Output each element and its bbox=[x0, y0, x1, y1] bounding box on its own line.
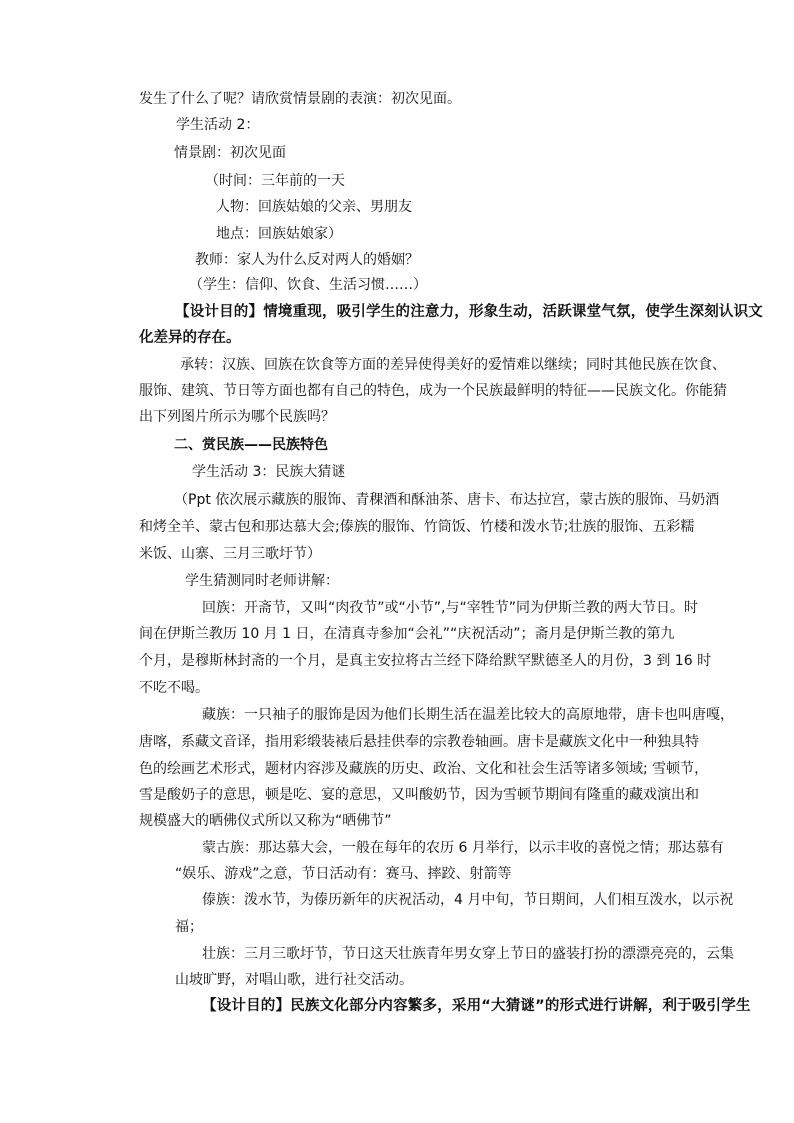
text-line: （学生：信仰、饮食、生活习惯……） bbox=[189, 277, 427, 293]
text-line: 学生活动 3：民族大猜谜 bbox=[192, 464, 346, 480]
text-line: 回族：开斋节，又叫“肉孜节”或“小节”,与“宰牲节”同为伊斯兰教的两大节日。时 bbox=[202, 600, 698, 616]
text-line: 壮族：三月三歌圩节，节日这天壮族青年男女穿上节日的盛装打扮的漂漂亮亮的，云集 bbox=[202, 946, 734, 962]
text-line: 米饭、山寨、三月三歌圩节） bbox=[139, 546, 321, 562]
text-line: 出下列图片所示为哪个民族吗？ bbox=[139, 409, 335, 425]
text-line: 地点：回族姑娘家） bbox=[216, 226, 342, 242]
text-line: 个月，是穆斯林封斋的一个月，是真主安拉将古兰经下降给默罕默德圣人的月份，3 到 16 时 bbox=[139, 653, 712, 669]
text-line: 发生了什么了呢？请欣赏情景剧的表演：初次见面。 bbox=[139, 91, 461, 107]
text-line: 不吃不喝。 bbox=[139, 680, 209, 696]
text-line: 雪是酸奶子的意思，顿是吃、宴的意思，又叫酸奶节，因为雪顿节期间有隆重的藏戏演出和 bbox=[139, 787, 699, 803]
text-line: 傣族：泼水节，为傣历新年的庆祝活动，4 月中旬，节日期间，人们相互泼水，以示祝 bbox=[202, 892, 734, 908]
text-line: 学生活动 2： bbox=[176, 117, 260, 133]
text-line: 承转：汉族、回族在饮食等方面的差异使得美好的爱情难以继续；同时其他民族在饮食、 bbox=[180, 357, 726, 373]
design-purpose-heading: 【设计目的】情境重现，吸引学生的注意力，形象生动，活跃课堂气氛，使学生深刻认识文 bbox=[175, 304, 763, 320]
text-line: 唐喀，系藏文音译，指用彩缎装裱后悬挂供奉的宗教卷轴画。唐卡是藏族文化中一种独具特 bbox=[139, 734, 699, 750]
text-line: 间在伊斯兰教历 10 月 1 日，在清真寺参加“会礼”“庆祝活动”；斋月是伊斯兰教的第九 bbox=[139, 626, 675, 642]
section-heading: 二、赏民族——民族特色 bbox=[174, 437, 328, 453]
text-line: 化差异的存在。 bbox=[139, 330, 241, 346]
text-line: 服饰、建筑、节日等方面也都有自己的特色，成为一个民族最鲜明的特征——民族文化。你能猜 bbox=[139, 383, 727, 399]
text-line: 蒙古族：那达慕大会，一般在每年的农历 6 月举行，以示丰收的喜悦之情；那达慕有 bbox=[202, 840, 724, 856]
text-line: 山坡旷野，对唱山歌，进行社交活动。 bbox=[175, 972, 413, 988]
text-line: 藏族：一只袖子的服饰是因为他们长期生活在温差比较大的高原地带，唐卡也叫唐嘎， bbox=[202, 707, 734, 723]
text-line: （Ppt 依次展示藏族的服饰、青稞酒和酥油茶、唐卡、布达拉宫，蒙古族的服饰、马奶酒 bbox=[174, 492, 720, 508]
text-line: 和烤全羊、蒙古包和那达慕大会;傣族的服饰、竹筒饭、竹楼和泼水节;壮族的服饰、五彩糯 bbox=[139, 519, 695, 535]
text-line: 规模盛大的晒佛仪式所以又称为“晒佛节” bbox=[139, 813, 392, 829]
text-line: 学生猜测同时老师讲解： bbox=[185, 573, 339, 589]
text-line: （时间：三年前的一天 bbox=[205, 173, 345, 189]
text-line: 教师：家人为什么反对两人的婚姻？ bbox=[195, 252, 419, 268]
text-line: 人物：回族姑娘的父亲、男朋友 bbox=[216, 199, 412, 215]
text-line: “娱乐、游戏”之意，节日活动有：赛马、摔跤、射箭等 bbox=[175, 866, 512, 882]
text-line: 福； bbox=[175, 919, 203, 935]
text-line: 色的绘画艺术形式，题材内容涉及藏族的历史、政治、文化和社会生活等诸多领域; 雪顿节， bbox=[139, 761, 709, 777]
text-line: 情景剧：初次见面 bbox=[174, 145, 286, 161]
design-purpose-heading: 【设计目的】民族文化部分内容繁多，采用“大猜谜”的形式进行讲解，利于吸引学生 bbox=[202, 998, 751, 1014]
